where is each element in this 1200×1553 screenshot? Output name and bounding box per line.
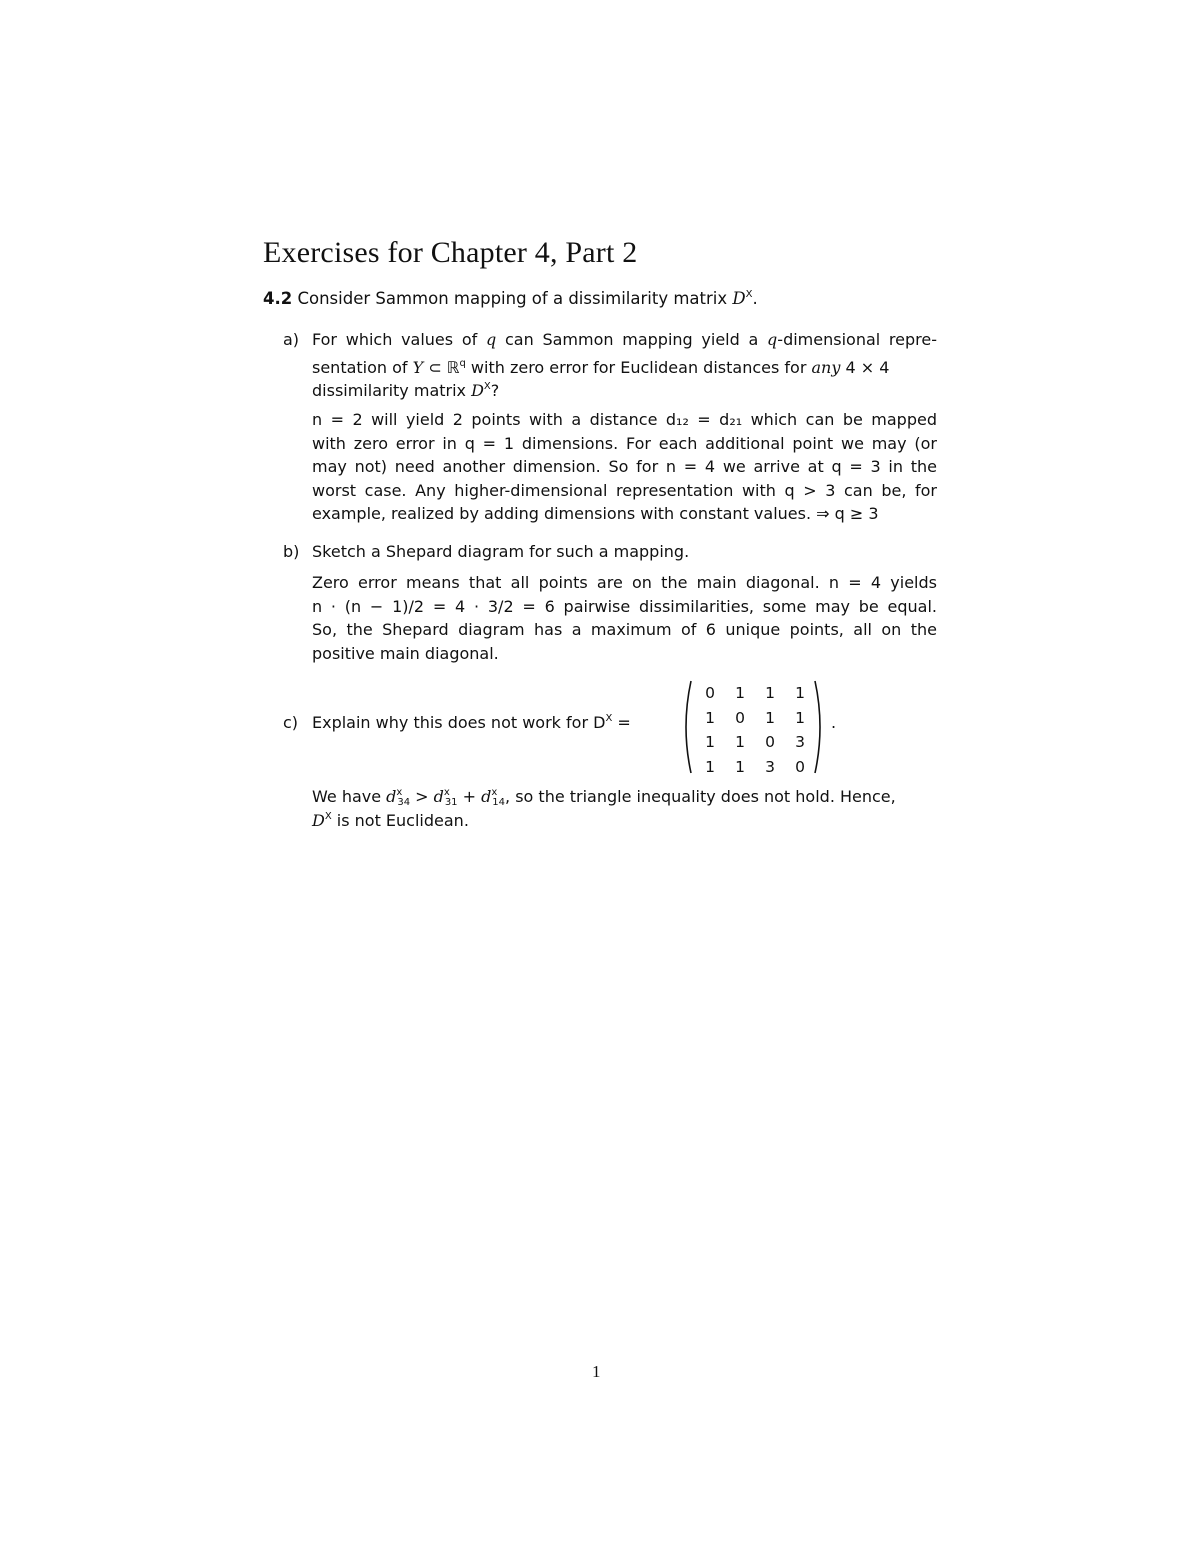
part-a-answer: [312, 408, 937, 526]
answer2-post: is not Euclidean.: [331, 810, 469, 830]
part-b-answer: [312, 571, 937, 665]
d-var: D: [471, 381, 484, 400]
part-a-answer-line-4: worst case. Any higher-dimensional representation with q > 3 can be, for: [312, 480, 937, 500]
q3-pre: dissimilarity matrix: [312, 381, 472, 400]
matrix-cell: 1: [735, 733, 745, 752]
matrix-symbol: D: [732, 289, 746, 308]
matrix-cell: 0: [795, 757, 805, 776]
d31-sup: x: [443, 787, 450, 798]
part-a-question-line-2: [312, 352, 937, 376]
q-var-2: q: [767, 330, 778, 349]
q1-end: -dimensional repre-: [777, 330, 938, 349]
matrix-cell: 1: [765, 708, 775, 727]
part-c-answer-line-2: [312, 805, 937, 829]
matrix-cell: 1: [705, 733, 715, 752]
d14-symbol: d: [481, 787, 492, 806]
matrix-cell: 0: [735, 708, 745, 727]
equals-sign: =: [612, 713, 631, 732]
d-sup: X: [324, 810, 332, 822]
d34-sup: x: [396, 787, 403, 798]
page-number: 1: [592, 1362, 601, 1381]
matrix-period: .: [831, 713, 837, 732]
d31-symbol: d: [433, 787, 444, 806]
part-b-answer-line-4: positive main diagonal.: [312, 643, 499, 663]
matrix-row: [695, 706, 815, 731]
d34-sub: 34: [397, 797, 411, 808]
q1-tail: [767, 330, 937, 349]
part-a-answer-line-3: may not) need another dimension. So for n = 4 we arrive at q = 3 in the: [312, 457, 937, 476]
matrix-cell: 1: [705, 757, 715, 776]
y-var: Y: [412, 357, 424, 377]
part-a-label: a): [283, 330, 300, 349]
page-title: Exercises for Chapter 4, Part 2: [263, 236, 638, 269]
matrix-cell: 1: [705, 708, 715, 727]
answer-post: , so the triangle inequality does not hold. Hence,: [505, 787, 896, 806]
matrix-row: [695, 730, 815, 755]
q-superscript: q: [459, 357, 466, 369]
d14-sup: x: [491, 787, 498, 798]
exercise-heading: [263, 289, 758, 308]
subset-symbol: ⊂ ℝ: [428, 357, 460, 377]
q3-post: ?: [490, 381, 500, 400]
left-parenthesis-icon: [679, 679, 693, 775]
matrix-cell: 1: [735, 757, 745, 776]
part-c-question-text: Explain why this does not work for D: [312, 713, 606, 732]
q-var: q: [486, 330, 497, 349]
part-b-label: b): [283, 542, 300, 561]
q2-dims: 4 × 4: [840, 357, 890, 377]
q1-mid: can Sammon mapping yield a: [504, 330, 759, 349]
part-a-question: [312, 328, 937, 399]
dissimilarity-matrix: [695, 681, 815, 779]
d31-sub: 31: [444, 797, 458, 808]
part-c-question: [312, 713, 631, 732]
part-c-answer-line-1: [312, 781, 937, 808]
exercise-intro: [297, 289, 757, 308]
matrix-cell: 1: [795, 684, 805, 703]
matrix-cell: 3: [795, 733, 805, 752]
part-b-question: [312, 540, 937, 564]
matrix-cell: 3: [765, 757, 775, 776]
exercise-number: 4.2: [263, 289, 293, 308]
part-b-answer-line-1: Zero error means that all points are on the main diagonal. n = 4 yields: [312, 573, 937, 592]
matrix-cell: 1: [765, 684, 775, 703]
part-a-question-line-3: [312, 375, 937, 399]
exercise-intro-end: .: [752, 289, 758, 308]
plus-sign: +: [457, 787, 482, 806]
matrix-cell: 1: [735, 684, 745, 703]
greater-than: >: [410, 787, 434, 806]
matrix-row: [695, 681, 815, 706]
q2-post: with zero error for Euclidean distances for: [465, 357, 812, 377]
part-b-answer-line-3: So, the Shepard diagram has a maximum of 6 unique points, all on the: [312, 620, 937, 639]
matrix-superscript: X: [745, 289, 753, 300]
d34-symbol: d: [386, 787, 397, 806]
exercise-intro-text: Consider Sammon mapping of a dissimilarity matrix: [297, 289, 733, 308]
matrix-cell: 0: [765, 733, 775, 752]
part-a-question-line-1: [312, 328, 937, 352]
part-c-superscript: X: [605, 713, 613, 724]
part-c: [283, 675, 943, 775]
part-c-answer-body: [312, 781, 937, 828]
q1-text: For which values of: [312, 330, 478, 349]
d14-sub: 14: [492, 797, 506, 808]
part-a-answer-line-1: n = 2 will yield 2 points with a distance d₁₂ = d₂₁ which can be mapped: [312, 410, 937, 429]
part-a-answer-line-5: example, realized by adding dimensions with constant values. ⇒ q ≥ 3: [312, 504, 879, 523]
part-b-answer-line-2: n · (n − 1)/2 = 4 · 3/2 = 6 pairwise dissimilarities, some may be equal.: [312, 596, 937, 616]
answer-pre: We have: [312, 787, 387, 806]
part-c-label: c): [283, 713, 299, 732]
part-a-answer-line-2: with zero error in q = 1 dimensions. For each additional point we may (or: [312, 433, 937, 453]
any-emphasis: any: [811, 357, 841, 377]
d-superscript: X: [483, 381, 491, 392]
matrix-row: [695, 755, 815, 780]
matrix-cell: 1: [795, 708, 805, 727]
q2-pre: sentation of: [312, 357, 408, 377]
right-parenthesis-icon: [813, 679, 827, 775]
part-b-question-line: Sketch a Shepard diagram for such a mapping.: [312, 542, 690, 561]
d-symbol: D: [312, 810, 325, 830]
matrix-cell: 0: [705, 684, 715, 703]
